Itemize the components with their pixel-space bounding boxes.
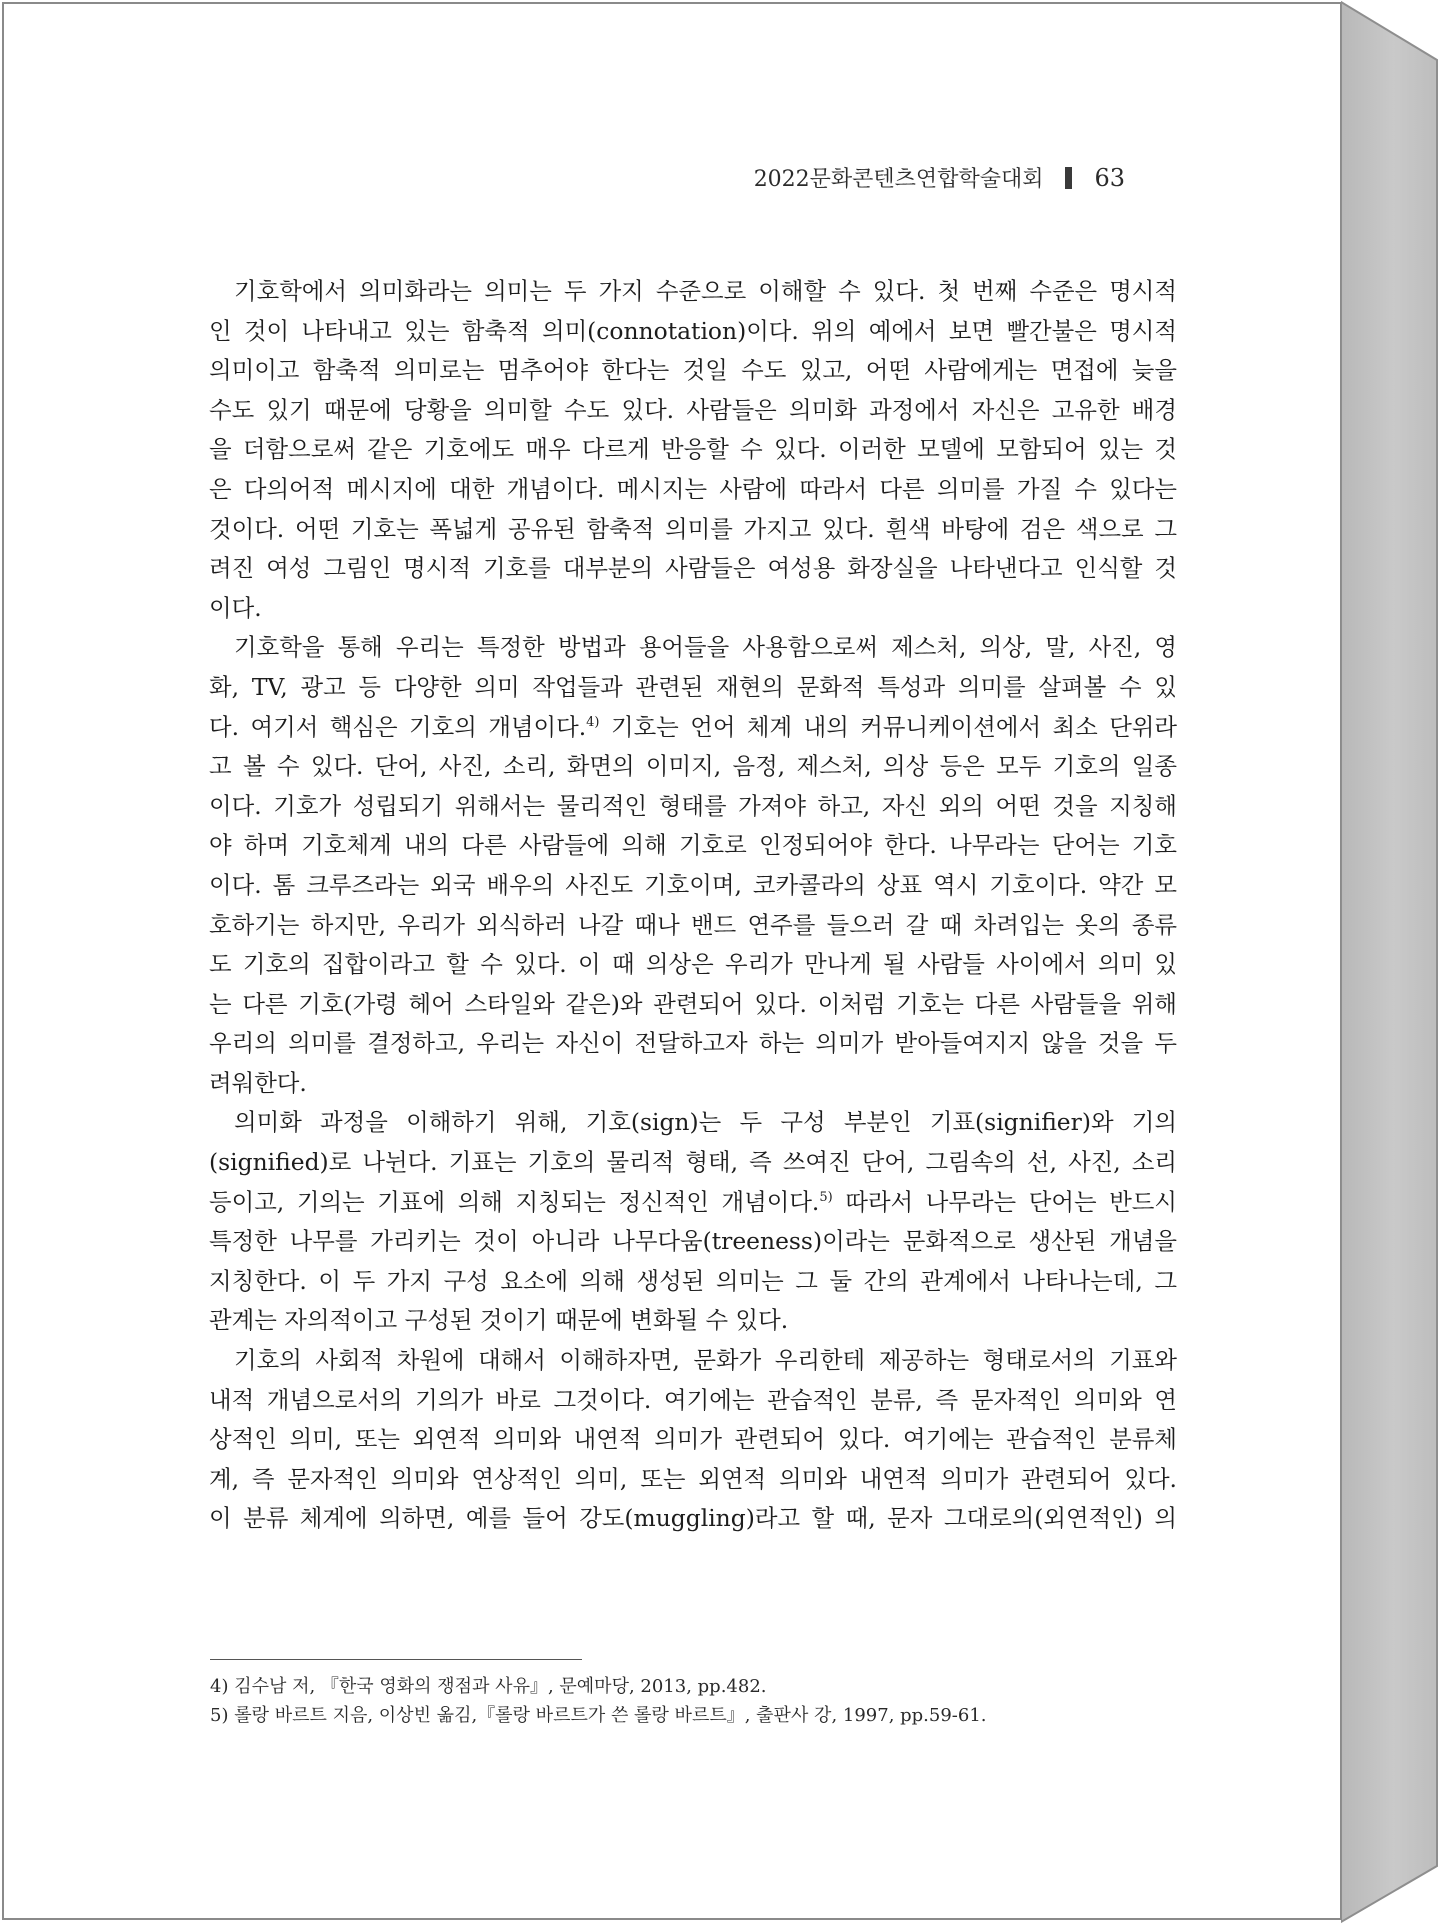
text-line [209,826,1177,866]
text-line-content: 기호의 사회적 차원에 대해서 이해하자면, 문화가 우리한테 제공하는 형태로서의 기표와 [234,1346,1177,1375]
text-line-content: 을 더함으로써 같은 기호에도 매우 다르게 반응할 수 있다. 이러한 모델에 모함되어 있는 것 [209,435,1177,464]
text-line-content: 이다. 톰 크루즈라는 외국 배우의 사진도 기호이며, 코카콜라의 상표 역시 기호이다. 약간 모 [209,870,1177,899]
text-line-content: 우리의 의미를 결정하고, 우리는 자신이 전달하고자 하는 의미가 받아들여지지 않을 것을 두 [209,1029,1177,1058]
text-line [209,391,1177,431]
text-line-content: 야 하며 기호체계 내의 다른 사람들에 의해 기호로 인정되어야 한다. 나무라는 단어는 기호 [209,831,1177,860]
text-line [209,866,1177,906]
text-line [209,747,1177,787]
running-header [754,162,1125,193]
text-line [209,589,1177,629]
text-line [209,470,1177,510]
text-line-content: (signified)로 나뉜다. 기표는 기호의 물리적 형태, 즉 쓰여진 단어, 그림속의 선, 사진, 소리 [209,1148,1177,1177]
text-line [209,1024,1177,1064]
text-line-content: 관계는 자의적이고 구성된 것이기 때문에 변화될 수 있다. [209,1306,789,1335]
text-line-content: 려진 여성 그림인 명시적 기호를 대부분의 사람들은 여성용 화장실을 나타낸다고 인식할 것 [209,554,1177,583]
text-line-content: 기호학에서 의미화라는 의미는 두 가지 수준으로 이해할 수 있다. 첫 번째 수준은 명시적 [234,277,1177,305]
text-line-continuation: 기호는 언어 체계 내의 커뮤니케이션에서 최소 단위라 [599,712,1177,741]
text-line [209,708,1177,748]
footnote-item: 4) 김수남 저, 『한국 영화의 쟁점과 사유』, 문예마당, 2013, pp.482. [210,1676,767,1697]
text-line-content: 것이다. 어떤 기호는 폭넓게 공유된 함축적 의미를 가지고 있다. 흰색 바탕에 검은 색으로 그 [209,514,1177,543]
footnote-reference[interactable]: 4) [586,714,600,730]
footnote-item: 5) 롤랑 바르트 지음, 이상빈 옮김,『롤랑 바르트가 쓴 롤랑 바르트』, 출판사 강, 1997, pp.59-61. [210,1705,987,1726]
text-line [209,1499,1177,1539]
text-line [209,985,1177,1025]
page-edge-shape [1341,0,1439,1926]
text-line [209,1262,1177,1302]
text-line [209,430,1177,470]
text-line [209,272,1177,312]
book-page [2,2,1342,1920]
text-line-content: 의미화 과정을 이해하기 위해, 기호(sign)는 두 구성 부분인 기표(signifier)와 기의 [234,1108,1177,1137]
text-line [209,510,1177,550]
text-line [209,787,1177,827]
page-edge [1341,0,1439,1926]
header-title: 2022문화콘텐츠연합학술대회 [753,167,1044,192]
footnote-rule [210,1659,582,1660]
footnote-reference[interactable]: 5) [819,1189,833,1205]
text-line [209,1301,1177,1341]
text-line-content: 도 기호의 집합이라고 할 수 있다. 이 때 의상은 우리가 만나게 될 사람들 사이에서 의미 있 [209,950,1177,979]
text-line-content: 이 분류 체계에 의하면, 예를 들어 강도(muggling)라고 할 때, 문자 그대로의(외연적인) 의 [209,1504,1177,1533]
text-line [209,351,1177,391]
text-line [209,1103,1177,1143]
text-line-continuation: 따라서 나무라는 단어는 반드시 [832,1187,1177,1216]
text-line-content: 다. 여기서 핵심은 기호의 개념이다. [209,712,587,741]
text-line [209,1460,1177,1500]
text-line [209,945,1177,985]
text-line-content: 려워한다. [209,1068,307,1097]
text-line-content: 호하기는 하지만, 우리가 외식하러 나갈 때나 밴드 연주를 들으러 갈 때 차려입는 옷의 종류 [209,910,1177,939]
text-line [209,1341,1177,1381]
text-line-content: 등이고, 기의는 기표에 의해 지칭되는 정신적인 개념이다. [209,1187,820,1216]
text-line-content: 은 다의어적 메시지에 대한 개념이다. 메시지는 사람에 따라서 다른 의미를 가질 수 있다는 [209,474,1177,503]
text-line [209,668,1177,708]
text-line-content: 이다. [209,593,262,622]
text-line [209,628,1177,668]
text-line [209,1420,1177,1460]
body-text [209,272,1177,1539]
text-line [209,1143,1177,1183]
text-line-content: 특정한 나무를 가리키는 것이 아니라 나무다움(treeness)이라는 문화적으로 생산된 개념을 [209,1227,1177,1256]
text-line [209,906,1177,946]
text-line-content: 화, TV, 광고 등 다양한 의미 작업들과 관련된 재현의 문화적 특성과 의미를 살펴볼 수 있 [209,672,1177,701]
text-line-content: 이다. 기호가 성립되기 위해서는 물리적인 형태를 가져야 하고, 자신 외의 어떤 것을 지칭해 [209,791,1177,820]
footnotes [210,1672,1170,1730]
text-line-content: 지칭한다. 이 두 가지 구성 요소에 의해 생성된 의미는 그 둘 간의 관계에서 나타나는데, 그 [209,1266,1177,1295]
text-line-content: 는 다른 기호(가령 헤어 스타일와 같은)와 관련되어 있다. 이처럼 기호는 다른 사람들을 위해 [209,989,1177,1018]
text-line [209,1381,1177,1421]
text-line-content: 인 것이 나타내고 있는 함축적 의미(connotation)이다. 위의 예에서 보면 빨간불은 명시적 [209,316,1177,345]
text-line-content: 고 볼 수 있다. 단어, 사진, 소리, 화면의 이미지, 음정, 제스처, 의상 등은 모두 기호의 일종 [209,752,1177,781]
text-line [209,549,1177,589]
text-line [209,1064,1177,1104]
text-line [209,312,1177,352]
text-line-content: 기호학을 통해 우리는 특정한 방법과 용어들을 사용함으로써 제스처, 의상, 말, 사진, 영 [234,633,1177,662]
text-line [209,1222,1177,1262]
page-number: 63 [1094,163,1125,192]
text-line-content: 수도 있기 때문에 당황을 의미할 수도 있다. 사람들은 의미화 과정에서 자신은 고유한 배경 [209,395,1177,424]
text-line-content: 상적인 의미, 또는 외연적 의미와 내연적 의미가 관련되어 있다. 여기에는 관습적인 분류체 [209,1425,1177,1454]
text-line-content: 내적 개념으로서의 기의가 바로 그것이다. 여기에는 관습적인 분류, 즉 문자적인 의미와 연 [209,1385,1177,1414]
header-separator [1065,167,1072,189]
text-line-content: 계, 즉 문자적인 의미와 연상적인 의미, 또는 외연적 의미와 내연적 의미가 관련되어 있다. [209,1464,1177,1493]
text-line-content: 의미이고 함축적 의미로는 멈추어야 한다는 것일 수도 있고, 어떤 사람에게는 면접에 늦을 [209,356,1177,385]
text-line [209,1183,1177,1223]
